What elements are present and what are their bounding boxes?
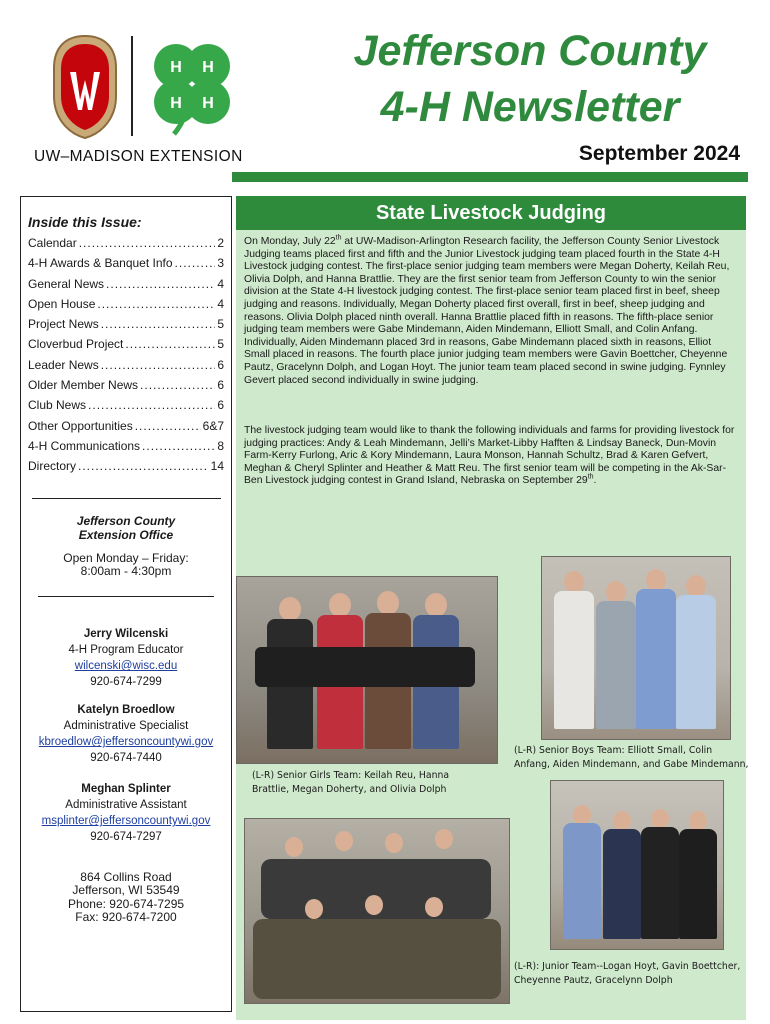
office-name-2: Extension Office xyxy=(78,527,174,542)
toc-item[interactable]: General News ..... 4 xyxy=(28,277,224,297)
svg-text:H: H xyxy=(170,59,182,76)
org-name: UW–MADISON EXTENSION xyxy=(34,148,243,165)
toc-item[interactable]: 4-H Communications ..... 8 xyxy=(28,439,224,459)
staff-name: Meghan Splinter xyxy=(81,783,171,795)
senior-boys-team-photo xyxy=(541,556,731,740)
senior-girls-caption: (L-R) Senior Girls Team: Keilah Reu, Hanna Brattlie, Megan Doherty, and Olivia Dolph xyxy=(252,770,450,796)
toc-item[interactable]: Leader News ..... 6 xyxy=(28,358,224,378)
svg-text:H: H xyxy=(202,59,214,76)
header-rule xyxy=(232,172,748,182)
article-paragraph-2: The livestock judging team would like to thank the following individuals and farms for providing livestock for judging practices: Andy & Leah Mindemann, Jelli’s Market-Libby Hafften & Lindsay Baneck, Dun-Movin Farm-Kerry Furlong, Aric & Kory Mindemann, Laura Monson, Hannah Schultz, Brad & Karen Gefvert, Meghan & Cheryl Splinter and Heather & Matt Reu. The first senior team will be competing in the Ak-Sar-Ben Livestock judging contest in Grand Island, Nebraska on September 29th. xyxy=(244,425,735,487)
office-info xyxy=(26,515,226,579)
uw-crest-logo xyxy=(50,34,120,140)
svg-text:H: H xyxy=(170,95,182,112)
toc-item[interactable]: 4-H Awards & Banquet Info ..... 3 xyxy=(28,256,224,276)
toc-item[interactable]: Open House ..... 4 xyxy=(28,297,224,317)
4h-clover-logo xyxy=(146,36,238,136)
newsletter-title-line1: Jefferson County xyxy=(353,27,707,75)
senior-girls-team-photo xyxy=(236,576,498,764)
office-hours: Open Monday – Friday: xyxy=(63,550,189,565)
livestock-team-group-photo xyxy=(244,818,510,1004)
toc-item[interactable]: Older Member News ..... 6 xyxy=(28,378,224,398)
inside-issue-title: Inside this Issue: xyxy=(28,214,142,230)
staff-phone: 920-674-7299 xyxy=(90,676,162,689)
address-fax: Fax: 920-674-7200 xyxy=(75,910,177,925)
staff-contact xyxy=(24,626,228,690)
staff-contact xyxy=(24,702,228,766)
staff-phone: 920-674-7297 xyxy=(90,831,162,844)
logo-divider xyxy=(131,36,133,136)
staff-email-link[interactable]: msplinter@jeffersoncountywi.gov xyxy=(41,815,211,828)
toc-item[interactable]: Other Opportunities ..... 6&7 xyxy=(28,419,224,439)
toc-item[interactable]: Club News ..... 6 xyxy=(28,398,224,418)
address-city: Jefferson, WI 53549 xyxy=(72,883,180,898)
staff-contact xyxy=(24,781,228,845)
staff-phone: 920-674-7440 xyxy=(90,752,162,765)
senior-boys-caption: (L-R) Senior Boys Team: Elliott Small, Colin Anfang, Aiden Mindemann, and Gabe Mindemann, xyxy=(514,745,749,771)
junior-team-photo xyxy=(550,780,724,950)
toc-item[interactable]: Directory ..... 14 xyxy=(28,459,224,479)
office-hours-time: 8:00am - 4:30pm xyxy=(80,564,172,579)
table-of-contents xyxy=(28,236,224,480)
toc-item[interactable]: Cloverbud Project ..... 5 xyxy=(28,337,224,357)
address-phone: Phone: 920-674-7295 xyxy=(67,896,185,911)
staff-email-link[interactable]: kbroedlow@jeffersoncountywi.gov xyxy=(38,736,214,749)
staff-role: 4-H Program Educator xyxy=(68,644,184,657)
staff-email-link[interactable]: wilcenski@wisc.edu xyxy=(74,660,178,673)
office-name: Jefferson County xyxy=(76,514,176,528)
article-heading: State Livestock Judging xyxy=(236,196,746,230)
staff-role: Administrative Assistant xyxy=(65,799,187,812)
toc-item[interactable]: Project News ..... 5 xyxy=(28,317,224,337)
article-paragraph-1: On Monday, July 22th at UW-Madison-Arlington Research facility, the Jefferson County Senior Livestock Judging teams placed first and fifth and the Junior Livestock judging team placed fourth in the State 4-H Livestock judging contest. The first-place senior judging team members were Megan Doherty, Keilah Reu, Olivia Dolph, and Hanna Brattlie. They are the first senior team from Jefferson County to win the senior division at the State 4-H livestock judging contest. The first-place senior team placed first in beef, sheep judging and reasons. Individually, Megan Doherty placed first overall, first in beef, sheep judging and reasons. Olivia Dolph placed ninth overall. Hanna Brattlie placed fifth in reasons. The fifth-place senior judging team members were Gabe Mindemann, Aiden Mindemann, Elliott Small, and Colin Anfang. Individually, Aiden Mindemann placed 3rd in reasons, Gabe Mindemann placed sixth in reasons, Elliot Small placed in reasons. The fourth place junior judging team members were Gavin Boettcher, Cheyenne Pautz, Gracelynn Dolph, and Logan Hoyt. The junior team team placed second in swine judging. Fynnley Gevert placed second individually in swine judging. xyxy=(244,234,730,386)
staff-role: Administrative Specialist xyxy=(63,720,189,733)
svg-text:H: H xyxy=(202,95,214,112)
staff-name: Jerry Wilcenski xyxy=(83,628,169,640)
sidebar-divider-2 xyxy=(38,596,214,597)
office-address xyxy=(24,871,228,925)
staff-name: Katelyn Broedlow xyxy=(77,704,175,716)
newsletter-title-line2: 4-H Newsletter xyxy=(380,83,680,131)
sidebar-divider xyxy=(32,498,221,499)
issue-date: September 2024 xyxy=(578,142,740,165)
junior-team-caption: (L-R): Junior Team--Logan Hoyt, Gavin Boettcher, Cheyenne Pautz, Gracelynn Dolph xyxy=(514,961,741,987)
toc-item[interactable]: Calendar ..... 2 xyxy=(28,236,224,256)
address-street: 864 Collins Road xyxy=(80,870,172,884)
